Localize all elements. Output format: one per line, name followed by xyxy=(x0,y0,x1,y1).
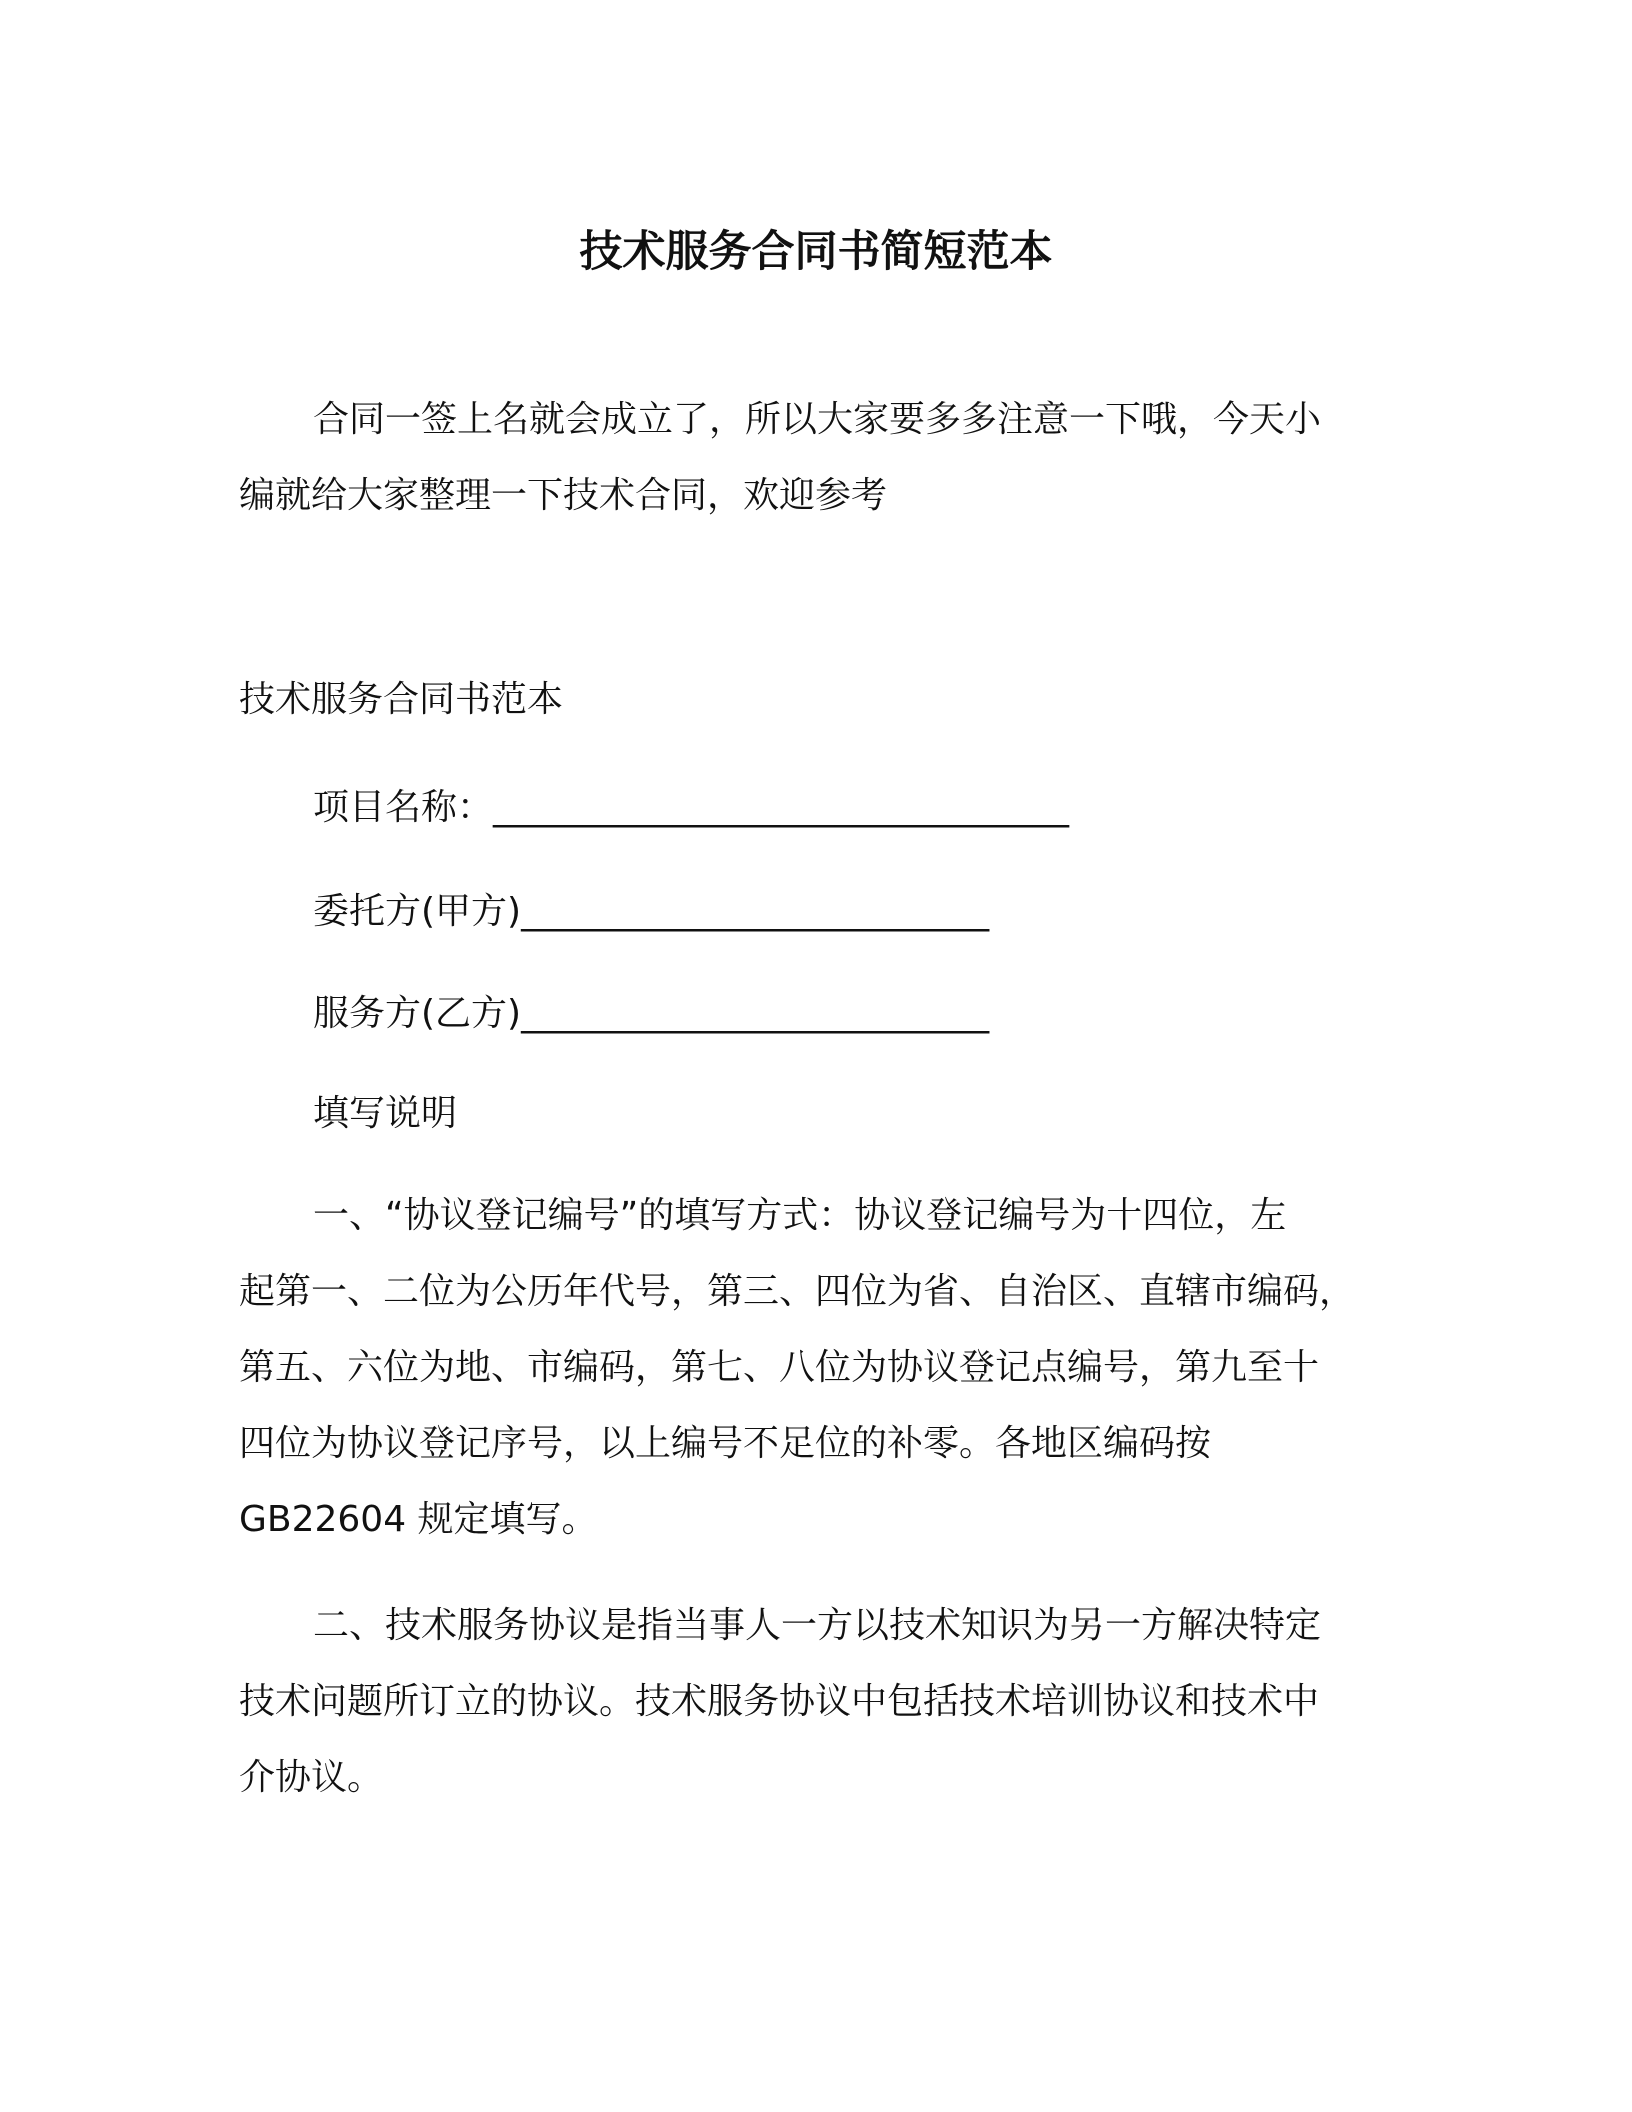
intro-line-1: 合同一签上名就会成立了，所以大家要多多注意一下哦，今天小 xyxy=(313,399,1322,440)
field-provider: 服务方(乙方)__________________________ xyxy=(313,993,990,1034)
item1-line-1: 一、“协议登记编号”的填写方式：协议登记编号为十四位，左 xyxy=(313,1195,1287,1236)
item1-line-5: GB22604 规定填写。 xyxy=(239,1499,598,1540)
instructions-heading: 填写说明 xyxy=(313,1093,458,1134)
item1-line-2: 起第一、二位为公历年代号，第三、四位为省、自治区、直辖市编码， xyxy=(239,1271,1356,1312)
item1-line-4: 四位为协议登记序号，以上编号不足位的补零。各地区编码按 xyxy=(239,1423,1212,1464)
item1-line-3: 第五、六位为地、市编码，第七、八位为协议登记点编号，第九至十 xyxy=(239,1347,1320,1388)
item2-line-1: 二、技术服务协议是指当事人一方以技术知识为另一方解决特定 xyxy=(313,1605,1322,1646)
field-client: 委托方(甲方)__________________________ xyxy=(313,891,990,932)
field-project-name: 项目名称：________________________________ xyxy=(313,787,1070,828)
section-heading: 技术服务合同书范本 xyxy=(239,679,564,720)
item2-line-2: 技术问题所订立的协议。技术服务协议中包括技术培训协议和技术中 xyxy=(239,1681,1320,1722)
document-title: 技术服务合同书简短范本 xyxy=(579,227,1053,277)
intro-line-2: 编就给大家整理一下技术合同，欢迎参考 xyxy=(239,475,888,516)
item2-line-3: 介协议。 xyxy=(239,1757,384,1798)
